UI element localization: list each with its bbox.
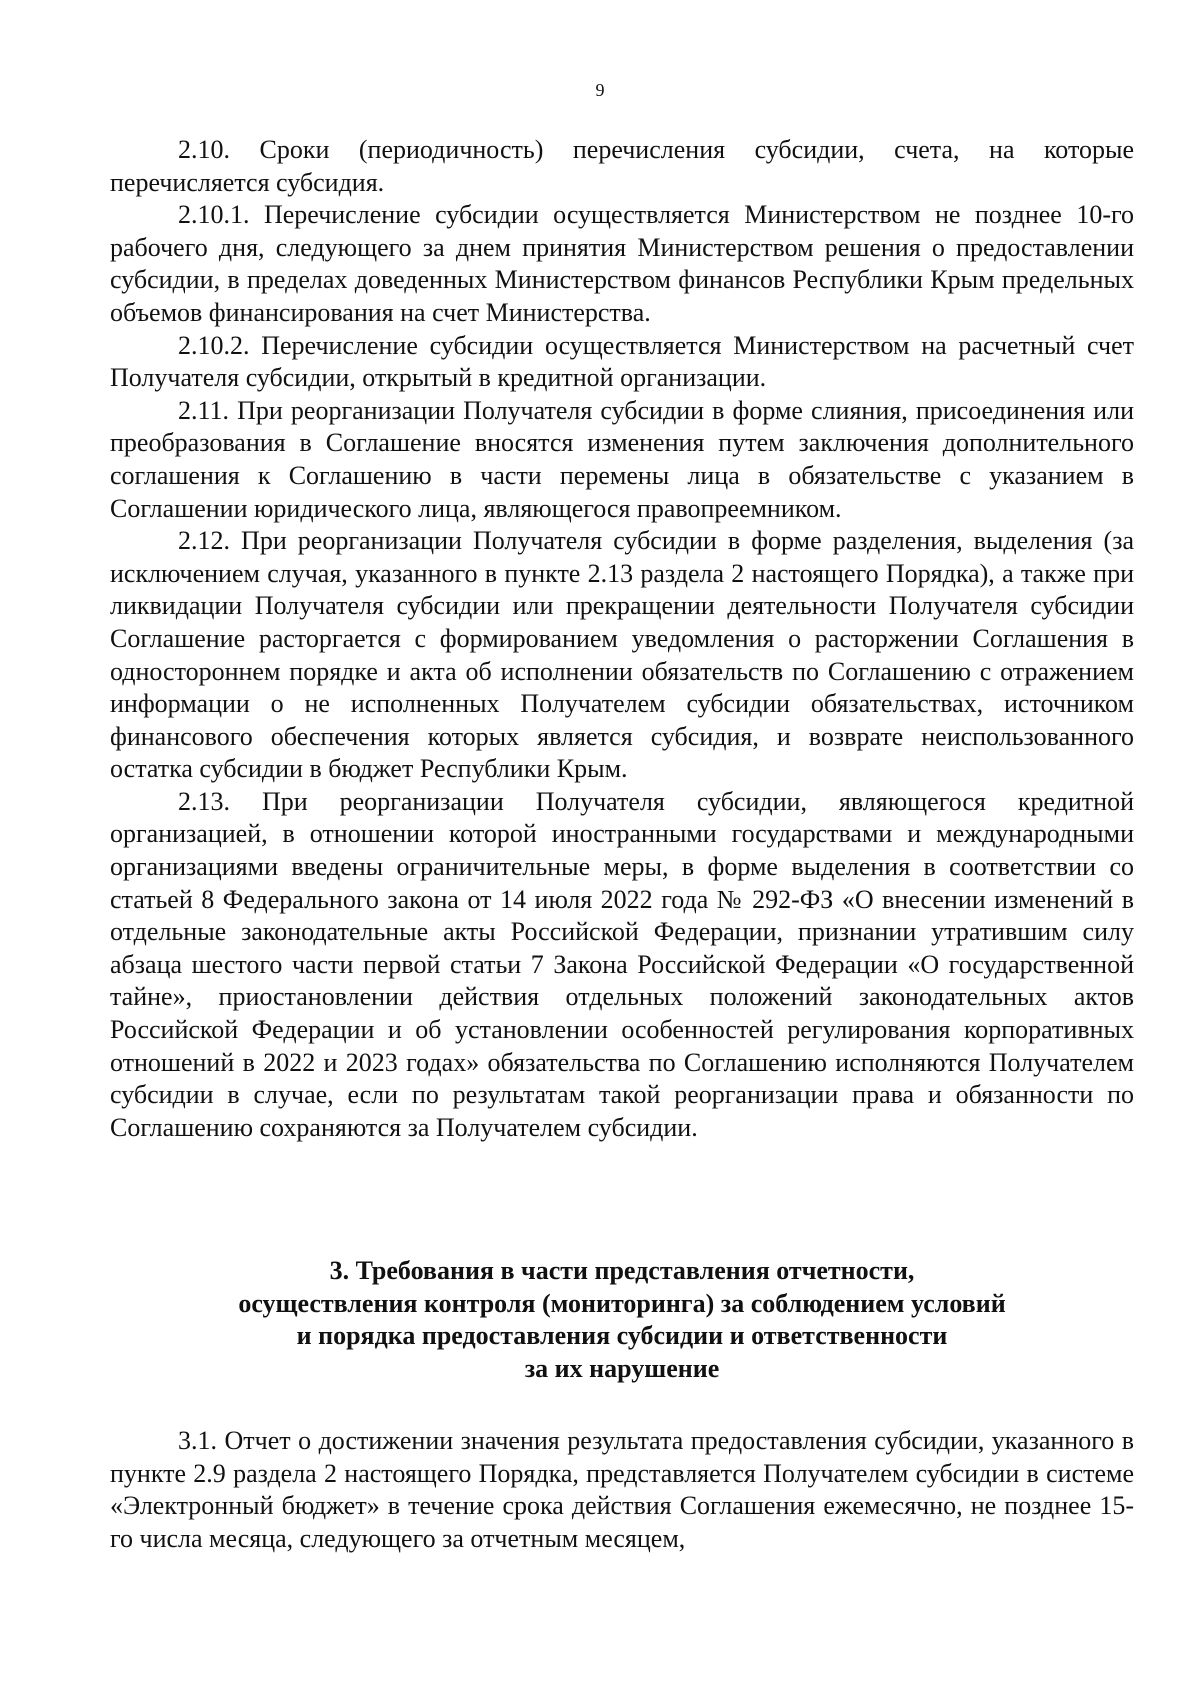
body-text-after-heading — [110, 1425, 1134, 1555]
paragraph-2-12: 2.12. При реорганизации Получателя субсидии в форме разделения, выделения (за исключением случая, указанного в пункте 2.13 раздела 2 настоящего Порядка), а также при ликвидации Получателя субсидии или прекращении деятельности Получателя субсидии Соглашение расторгается с формированием уведомления о расторжении Соглашения в одностороннем порядке и акта об исполнении обязательств по Соглашению с отражением информации о не исполненных Получателем субсидии обязательствах, источником финансового обеспечения которых является субсидия, и возврате неиспользованного остатка субсидии в бюджет Республики Крым. — [110, 526, 1134, 784]
section-heading — [110, 1255, 1134, 1385]
section-heading-line: осуществления контроля (мониторинга) за соблюдением условий — [238, 1288, 1006, 1318]
paragraph-2-10-2: 2.10.2. Перечисление субсидии осуществляется Министерством на расчетный счет Получателя субсидии, открытый в кредитной организации. — [110, 330, 1134, 393]
section-heading-line: за их нарушение — [524, 1353, 720, 1383]
section-heading-line: и порядка предоставления субсидии и ответственности — [296, 1321, 948, 1351]
paragraph-2-11: 2.11. При реорганизации Получателя субсидии в форме слияния, присоединения или преобразования в Соглашение вносятся изменения путем заключения дополнительного соглашения к Соглашению в части перемены лица в обязательстве с указанием в Соглашении юридического лица, являющегося правопреемником. — [110, 395, 1134, 523]
paragraph-2-10-1: 2.10.1. Перечисление субсидии осуществляется Министерством не позднее 10-го рабочего дня, следующего за днем принятия Министерством решения о предоставлении субсидии, в пределах доведенных Министерством финансов Республики Крым предельных объемов финансирования на счет Министерства. — [110, 200, 1134, 327]
section-heading-line: 3. Требования в части представления отчетности, — [329, 1256, 915, 1285]
body-text — [110, 134, 1134, 1144]
paragraph-2-10: 2.10. Сроки (периодичность) перечисления субсидии, счета, на которые перечисляется субсидия. — [110, 135, 1134, 197]
paragraph-2-13: 2.13. При реорганизации Получателя субсидии, являющегося кредитной организацией, в отношении которой иностранными государствами и международными организациями введены ограничительные меры, в форме выделения в соответствии со статьей 8 Федерального закона от 14 июля 2022 года № 292-ФЗ «О внесении изменений в отдельные законодательные акты Российской Федерации, признании утратившим силу абзаца шестого части первой статьи 7 Закона Российской Федерации «О государственной тайне», приостановлении действия отдельных положений законодательных актов Российской Федерации и об установлении особенностей регулирования корпоративных отношений в 2022 и 2023 годах» обязательства по Соглашению исполняются Получателем субсидии в случае, если по результатам такой реорганизации права и обязанности по Соглашению сохраняются за Получателем субсидии. — [110, 786, 1134, 1142]
page-number: 9 — [595, 80, 605, 100]
paragraph-3-1: 3.1. Отчет о достижении значения результата предоставления субсидии, указанного в пункте 2.9 раздела 2 настоящего Порядка, представляется Получателем субсидии в системе «Электронный бюджет» в течение срока действия Соглашения ежемесячно, не позднее 15-го числа месяца, следующего за отчетным месяцем, — [110, 1426, 1134, 1553]
